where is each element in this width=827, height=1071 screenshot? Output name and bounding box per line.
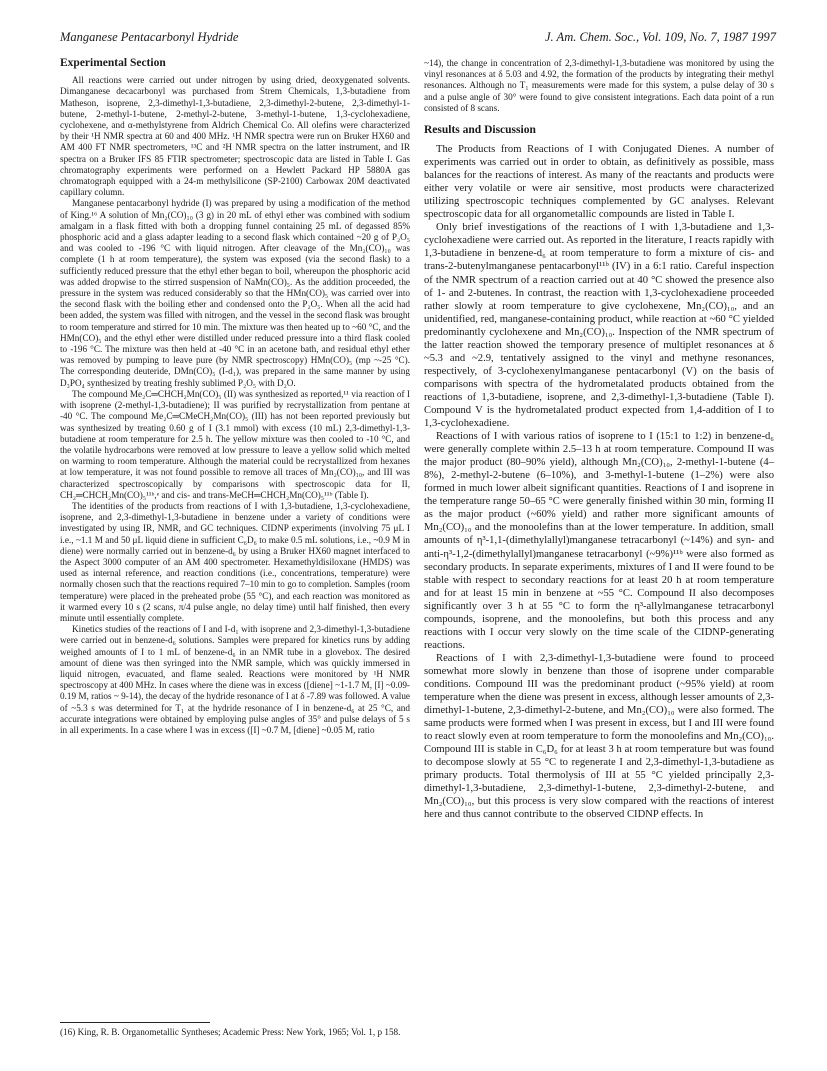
- paragraph: The Products from Reactions of I with Conjugated Dienes. A number of experiments was carried out in order to obtain, as definitively as possible, mass balances for the reactions of interest. As many of the reactants and products were either very volatile or were air sensitive, most products were characterized utilizing spectroscopic techniques complemented by GC analyses. Relevant spectroscopic data for all organometallic compounds are listed in Table I.: [424, 144, 774, 221]
- journal-citation: J. Am. Chem. Soc., Vol. 109, No. 7, 1987 1997: [544, 30, 776, 44]
- paragraph: Kinetics studies of the reactions of I and I-d₁ with isoprene and 2,3-dimethyl-1,3-butadiene were carried out in benzene-d₆ solutions. Samples were prepared for kinetics runs by adding weighed amounts of I to 1 mL of benzene-d₆ in an NMR tube in a glovebox. The desired amount of diene was then syringed into the NMR sample, which was quickly immersed in liquid nitrogen, evacuated, and flame sealed. Reactions were monitored by ¹H NMR spectroscopy at 400 MHz. In cases where the diene was in excess ([diene] ~1-1.7 M, [I] ~0.09-0.19 M, ratios ~ 9-14), the decay of the hydride resonance of I at δ -7.89 was followed. A value of ~5.3 s was determined for T₁ at the hydride resonance of I in benzene-d₆ at 25 °C, and accurate integrations were obtained by employing pulse angles of 35° and pulse delays of 5 s in all experiments. In a case where I was in excess ([I] ~0.7 M, [diene] ~0.05 M, ratio: [60, 624, 410, 735]
- paragraph: Only brief investigations of the reactions of I with 1,3-butadiene and 1,3-cyclohexadiene were carried out. As reported in the literature, I reacts rapidly with 1,3-butadiene in benzene-d₆ at room temperature to form a mixture of cis- and trans-2-butenylmanganese pentacarbonyl¹¹ᵇ (IV) in a 6:1 ratio. Careful inspection of the NMR spectrum of a reaction carried out at 40 °C showed the presence also of 1- and 2-butenes. In contrast, the reaction with 1,3-cyclohexadiene proceeded rather slowly at room temperature to give cyclohexene, Mn₂(CO)₁₀, and an unidentified, red, manganese-containing product, while reaction at ~60 °C yielded predominantly cyclohexene and Mn₂(CO)₁₀. Inspection of the NMR spectrum of the latter reaction showed the temporary presence of multiplet resonances at δ ~5.3 and ~2.9, tentatively assigned to the vinyl and methyne resonances, respectively, of 3-cyclohexenylmanganese pentacarbonyl (V) on the basis of comparisons with spectra of the hydrometalated products obtained from the reactions of 1,3-butadiene, isoprene, and 2,3-dimethyl-1,3-butadiene (Table I). Compound V is the hydrometalated product expected from 1,4-addition of I to 1,3-cyclohexadiene.: [424, 222, 774, 430]
- footnote: (16) King, R. B. Organometallic Syntheses; Academic Press: New York, 1965; Vol. 1, p 158.: [60, 1027, 401, 1037]
- paragraph: Reactions of I with 2,3-dimethyl-1,3-butadiene were found to proceed somewhat more slowly in benzene than those of isoprene under comparable conditions. Compound III was the predominant product (~95% yield) at room temperature when the diene was present in excess, although lesser amounts of 2,3-dimethyl-1-butene, 2,3-dimethyl-2-butene, and Mn₂(CO)₁₀ were also formed. The same products were formed when I was present in excess, but I and III were found to react slowly even at room temperature to form the monoolefins and Mn₂(CO)₁₀. Compound III is stable in C₆D₆ for at least 3 h at room temperature but was found to decompose slowly at 55 °C to regenerate I and 2,3-dimethyl-1,3-butadiene as primary products. Total thermolysis of III at 55 °C yielded principally 2,3-dimethyl-1,3-butadiene, 2,3-dimethyl-1-butene, 2,3-dimethyl-2-butene, and Mn₂(CO)₁₀, but this process is very slow compared with the reactions of interest here and thus cannot contribute to the observed CIDNP effects. In: [424, 652, 774, 821]
- paragraph-continuation: ~14), the change in concentration of 2,3-dimethyl-1,3-butadiene was monitored by using the vinyl resonances at δ 5.03 and 4.92, the formation of the products by integrating their methyl resonances. Although no T₁ measurements were made for this system, a pulse delay of 30 s and a pulse angle of 30° were found to give consistent integrations. Each data point of a run consisted of 8 scans.: [424, 58, 774, 113]
- right-column: [424, 58, 774, 822]
- paragraph: The identities of the products from reactions of I with 1,3-butadiene, 1,3-cyclohexadiene, isoprene, and 2,3-dimethyl-1,3-butadiene in benzene under a variety of conditions were investigated by using IR, NMR, and GC techniques. CIDNP experiments (involving 75 μL I i.e., ~1.1 M and 50 μL liquid diene in sufficient C₆D₆ to make 0.5 mL solutions, i.e., ~0.9 M in diene) were normally carried out in benzene-d₆ by using a Bruker HX60 magnet interfaced to the Aspect 3000 computer of an AM 400 spectrometer. Hexamethyldisiloxane (HMDS) was used as internal reference, and reaction conditions (i.e., concentrations, temperature) were normally chosen such that the reactions required 7–10 min to go to completion. Samples (room temperature) were placed in the preheated probe (55 °C), and each reaction was monitored as it warmed every 10 s (2 scans, π/4 pulse angle, no delay time) until half finished, then every minute until essentially complete.: [60, 500, 410, 623]
- left-column: [60, 58, 410, 736]
- paragraph: All reactions were carried out under nitrogen by using dried, deoxygenated solvents. Dimanganese decacarbonyl was purchased from Strem Chemicals, 1,3-butadiene from Matheson, isoprene, 2,3-dimethyl-1,3-butadiene, 2,3-dimethyl-2-butene, 2,3-dimethyl-1-butene, 2-methyl-1-butene, 2-methyl-2-butene, 3-methyl-1-butene, 1,3-cyclohexadiene, cyclohexene, and α-methylstyrene from Aldrich Chemical Co. All olefins were characterized by their ¹H NMR spectra at 60 and 400 MHz. ¹H NMR spectra were run on Bruker HX60 and AM 400 FT NMR spectrometers, ¹³C and ²H NMR spectra on the latter instrument, and IR spectra on a Bruker IFS 85 FTIR spectrometer; spectroscopic data are listed in Table I. Gas chromatography experiments were performed on a Hewlett Packard HP 5880A gas chromatograph equipped with a 24-m methylsilicone (SP-2100) Carbowax 20M deactivated capillary column.: [60, 75, 410, 198]
- paragraph: The compound Me₂C═CHCH₂Mn(CO)₅ (II) was synthesized as reported,¹¹ via reaction of I with isoprene (2-methyl-1,3-butadiene); II was purified by recrystallization from pentane at -40 °C. The compound Me₂C═CMeCH₂Mn(CO)₅ (III) has not been reported previously but was synthesized by treating 0.60 g of I (3.1 mmol) with excess (10 mL) 2,3-dimethyl-1,3-butadiene at room temperature for 2.5 h. The yellow mixture was then cooled to -10 °C, and the volatile hydrocarbons were removed at low pressure to leave a yellow solid which melted on warming to room temperature. Although the material could be recrystallized from hexanes at low temperature, it was not found possible to remove all traces of Mn₂(CO)₁₀, and III was characterized spectroscopically by comparisons with spectroscopic data for II, CH₂═CHCH₂Mn(CO)₅¹¹ᵇ,ᵉ and cis- and trans-MeCH═CHCH₂Mn(CO)₅¹¹ᵇ (Table I).: [60, 388, 410, 500]
- section-heading-results: Results and Discussion: [424, 124, 536, 137]
- running-title: Manganese Pentacarbonyl Hydride: [60, 30, 239, 44]
- footnote-rule: [60, 1022, 210, 1023]
- section-heading-experimental: Experimental Section: [60, 57, 166, 69]
- paragraph: Reactions of I with various ratios of isoprene to I (15:1 to 1:2) in benzene-d₆ were generally complete within 2.5–13 h at room temperature. Compound II was the major product (80–90% yield), although Mn₂(CO)₁₀, 2-methyl-1-butene (4–8%), 2-methyl-2-butene (6–10%), and 3-methyl-1-butene (1–2%) were also formed in much lower albeit significant quantities. Reactions of I and isoprene in the temperature range 50–65 °C were generally finished within 30 min, forming II as the major product (~60% yield) and rather more significant amounts of Mn₂(CO)₁₀ and the monoolefins than at the lower temperature. In addition, small amounts of η³-1,1-(dimethylallyl)manganese tetracarbonyl (~14%) and syn- and anti-η³-1,2-(dimethylallyl)manganese tetracarbonyl (~9%)¹¹ᵇ were also formed as secondary products. In separate experiments, mixtures of I and II were found to be stable with respect to secondary reactions for at least 20 h at room temperature and for at least 15 min in benzene at ~55 °C. Compound II also decomposes significantly over 3 h at 55 °C to form the η³-allylmanganese tetracarbonyl compounds, isoprene, and the monoolefins, but both this process and any reactions with I occur very slowly on the time scale of the CIDNP-generating reactions.: [424, 431, 774, 651]
- running-header: [60, 30, 776, 48]
- paragraph: Manganese pentacarbonyl hydride (I) was prepared by using a modification of the method of King.¹⁶ A solution of Mn₂(CO)₁₀ (3 g) in 20 mL of ethyl ether was combined with sodium amalgam in a flask fitted with both a dropping funnel containing 25 mL of degassed 85% phosphoric acid and a glass adapter leading to a second flask which contained ~20 g of P₂O₅ and was cooled to -196 °C with liquid nitrogen. After cleavage of the Mn₂(CO)₁₀ was complete (1 h at room temperature), the system was exposed (via the second flask) to a sufficiently reduced pressure that the ethyl ether began to boil, whereupon the phosphoric acid was added dropwise to the stirred suspension of NaMn(CO)₅. As the addition proceeded, the pressure in the system was reduced considerably so that the HMn(CO)₅ was carried over into the second flask with the boiling ether and condensed onto the P₂O₅. When all the acid had been added, the system was filled with nitrogen, and the vessel in the second flask was brought to room temperature and stirred for 10 min. The mixture was then heated up to ~60 °C, and the HMn(CO)₅ and the ethyl ether were distilled under reduced pressure into a third flask cooled to -196 °C. The mixture was then held at -40 °C in an acetone bath, and residual ethyl ether was removed by pumping to leave pure (by NMR spectroscopy) HMn(CO)₅ (mp ~-25 °C). The corresponding deuteride, DMn(CO)₅ (I-d₁), was prepared in the same manner by using D₃PO₄ synthesized by treating freshly sublimed P₂O₅ with D₂O.: [60, 198, 410, 388]
